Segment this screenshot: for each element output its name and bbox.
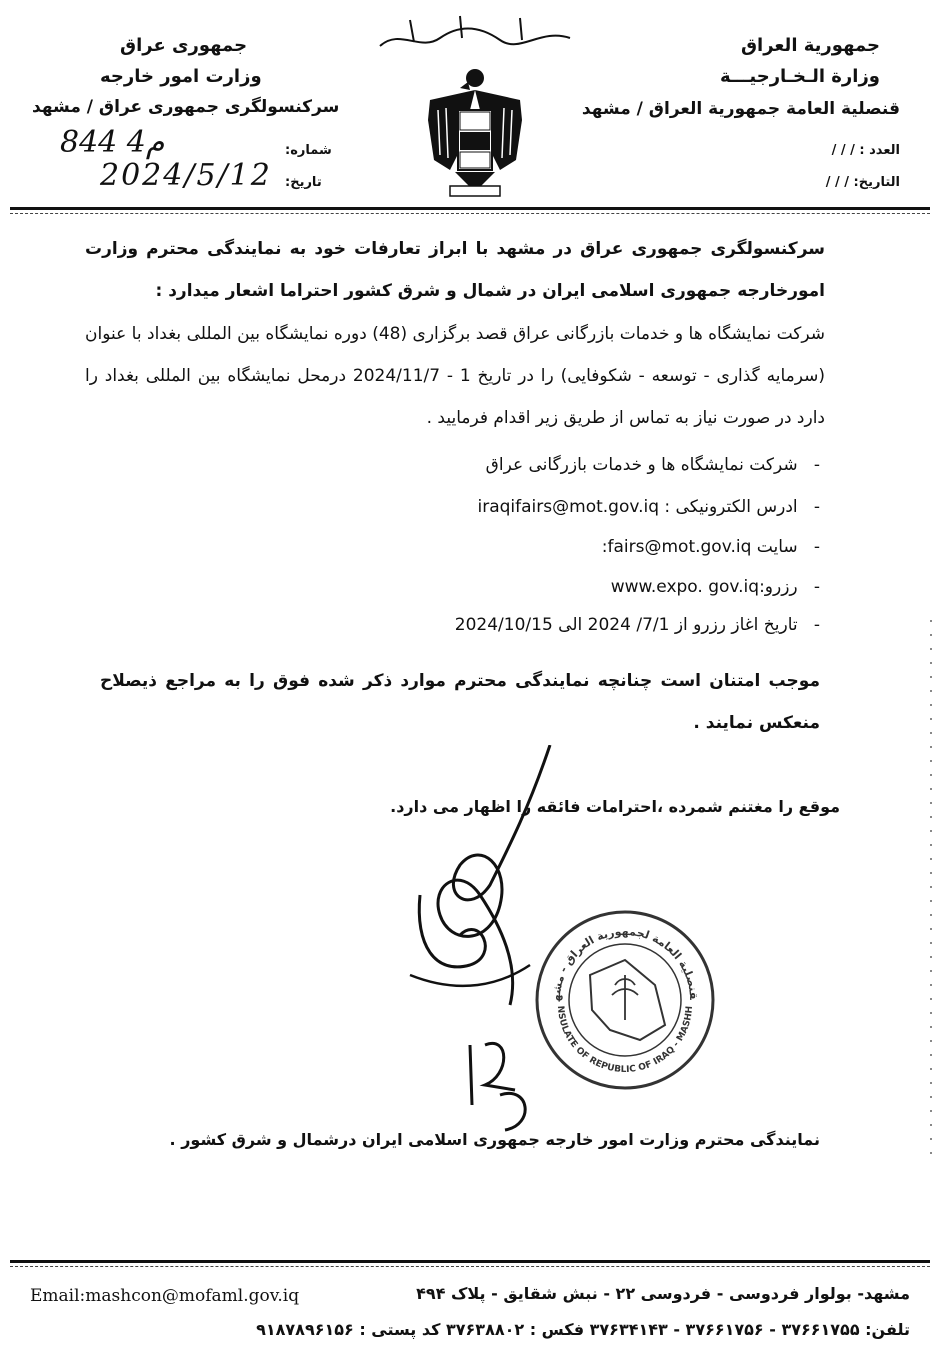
handwritten-number: 844 4م xyxy=(60,125,165,160)
arabic-number-label: العدد : / / / xyxy=(831,143,900,158)
list-item: - شرکت نمایشگاه ها و خدمات بازرگانی عراق xyxy=(485,455,820,475)
svg-text:CONSULATE OF REPUBLIC OF IRAQ: NSULATE OF REPUBLIC OF IRAQ - MASHH xyxy=(554,1005,696,1076)
basmala-calligraphy xyxy=(370,8,580,58)
arabic-country-title: جمهورية العراق xyxy=(740,35,880,56)
persian-country-title: جمهوری عراق xyxy=(120,35,248,56)
exhibition-paragraph: شرکت نمایشگاه ها و خدمات بازرگانی عراق قصد برگزاری (48) دوره نمایشگاه بین المللی بغداد با عنوان (سرمایه گذاری - توسعه - شکوفایی) را در تاریخ 1 - 2024/11/7 درمحل نمایشگاه بین المللی بغداد را دارد در صورت نیاز به تماس از طریق زیر اقدام فرمایید . xyxy=(85,324,826,428)
list-item: - تاریخ اغاز رزرو از 7/1/ 2024 الی 2024/10/15 xyxy=(454,615,820,635)
closing-sentence: موقع را مغتنم شمرده ،احترامات فائقه را اظهار می دارد. xyxy=(390,797,840,816)
list-item: - سایت fairs@mot.gov.iq: xyxy=(601,537,820,557)
intro-paragraph: سرکنسولگری جمهوری عراق در مشهد با ابراز تعارفات خود به نمایندگی محترم وزارت امورخارجه جمهوری اسلامی ایران در شمال و شرق کشور احتراما اشعار میدارد : xyxy=(85,239,825,301)
arabic-consulate-title: قنصلية العامة جمهورية العراق / مشهد xyxy=(581,99,900,119)
consulate-stamp xyxy=(530,905,720,1095)
persian-consulate-title: سرکنسولگری جمهوری عراق / مشهد xyxy=(32,97,340,117)
arabic-date-label: التاريخ: / / / xyxy=(825,175,900,190)
header-divider-thin xyxy=(10,213,930,214)
header-divider-thick xyxy=(10,207,930,210)
footer-address: مشهد- بولوار فردوسی - فردوسی ۲۲ - نبش شقایق - پلاک ۴۹۴ xyxy=(416,1284,910,1303)
footer-email[interactable]: Email:mashcon@mofaml.gov.iq xyxy=(30,1286,300,1306)
footer-phones: تلفن: ۳۷۶۶۱۷۵۵ - ۳۷۶۶۱۷۵۶ - ۳۷۶۳۴۱۴۳ فکس : ۳۷۶۳۸۸۰۲ کد پستی : ۹۱۸۷۸۹۶۱۵۶ xyxy=(256,1320,910,1339)
request-paragraph: موجب امتنان است چنانچه نمایندگی محترم موارد ذکر شده فوق را به مراجع ذیصلاح منعکس نمایند . xyxy=(100,671,820,733)
footer-divider-thick xyxy=(10,1260,930,1263)
persian-number-label: شماره: xyxy=(285,143,332,158)
svg-text:القنصلية العامة لجمهورية العرا: قنصلية العامة لجمهورية العراق - مشه xyxy=(549,924,701,1002)
list-item: - ادرس الکترونیکی : iraqifairs@mot.gov.iq xyxy=(477,497,820,517)
handwritten-date: 2024/5/12 xyxy=(100,158,272,193)
recipient-line: نمایندگی محترم وزارت امور خارجه جمهوری اسلامی ایران درشمال و شرق کشور . xyxy=(169,1130,820,1149)
persian-ministry-title: وزارت امور خارجه xyxy=(100,66,262,87)
list-item: - رزرو:www.expo. gov.iq xyxy=(610,577,820,597)
footer-divider-thin xyxy=(10,1266,930,1267)
iraq-eagle-emblem xyxy=(420,60,530,200)
scan-artifact-dots xyxy=(930,620,932,1160)
arabic-ministry-title: وزارة الـخـارجيـــة xyxy=(720,66,880,87)
persian-date-label: تاریخ: xyxy=(285,175,322,190)
